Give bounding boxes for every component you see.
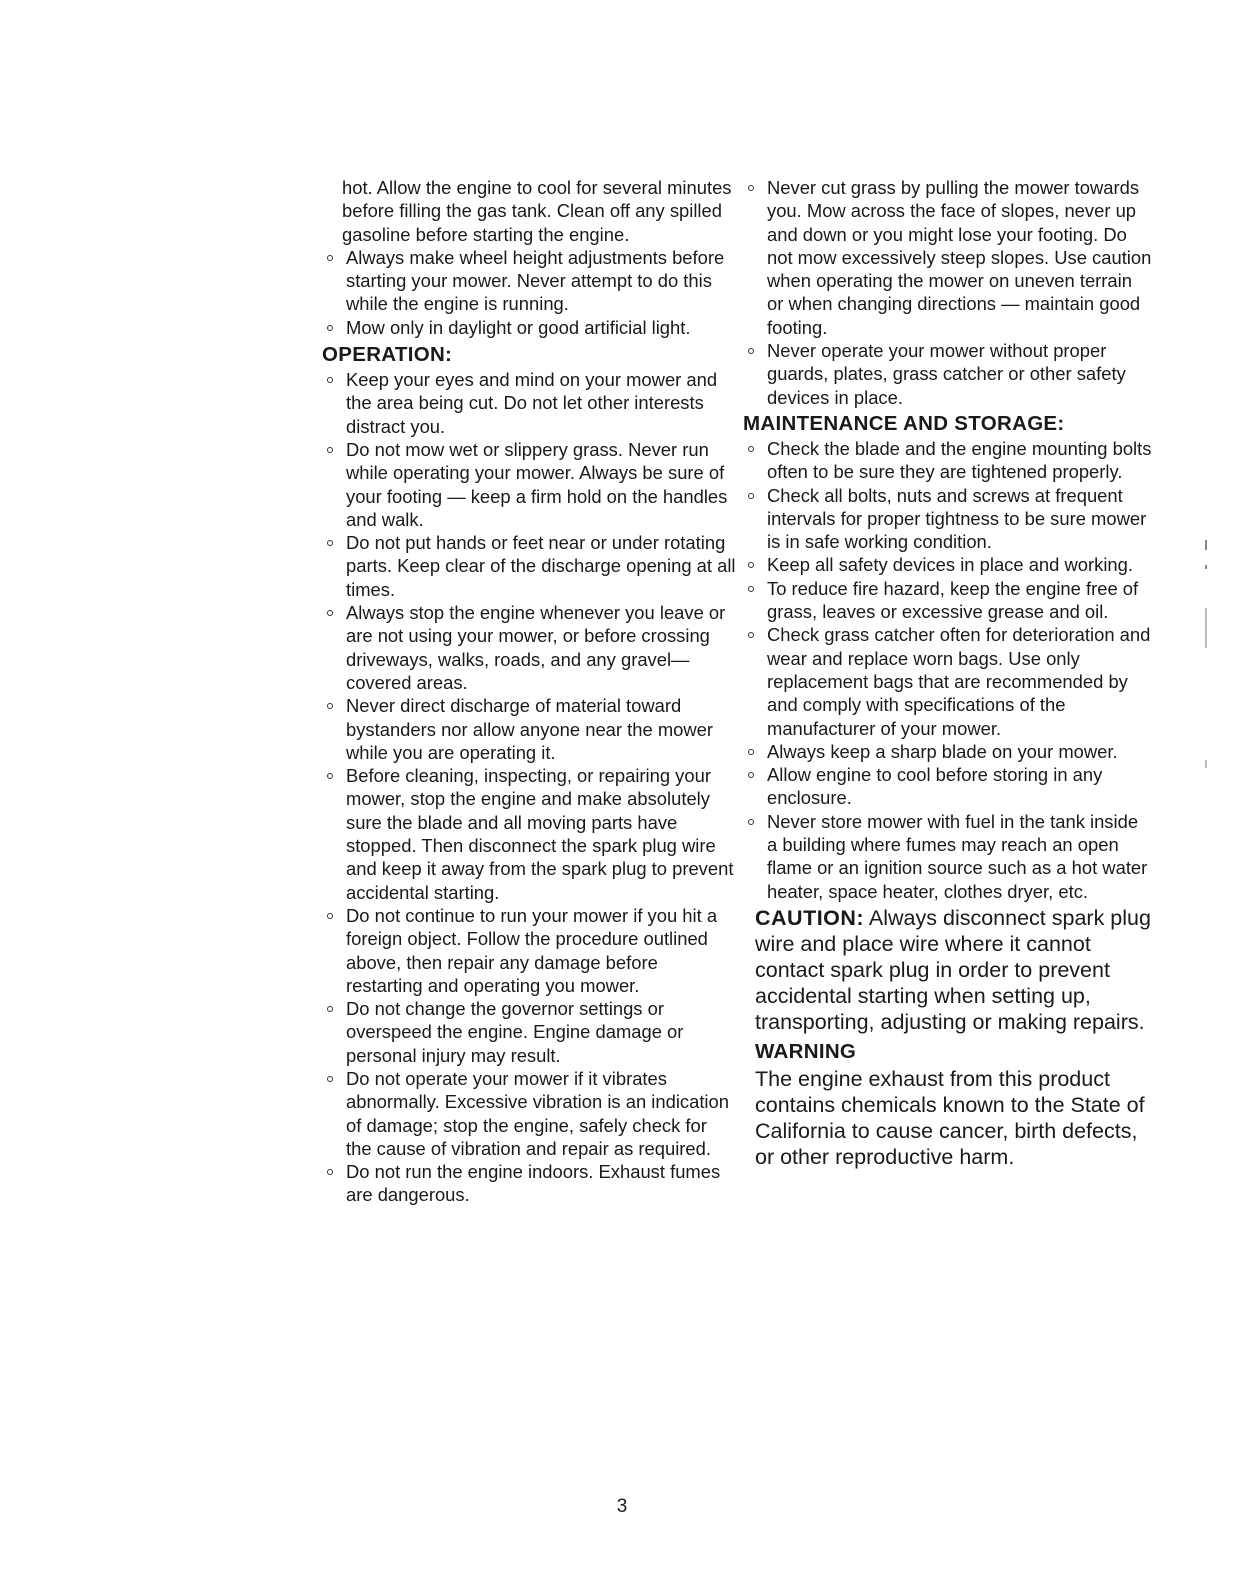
list-item: Always make wheel height adjustments before starting your mower. Never attempt to do this while the engine is running.	[322, 246, 737, 316]
list-item: Never cut grass by pulling the mower towards you. Mow across the face of slopes, never up and down or you might lose your footing. Do not mow excessively steep slopes. Use caution when operating the mower on uneven terrain or when changing directions — maintain good footing.	[743, 176, 1153, 339]
list-item: Do not mow wet or slippery grass. Never run while operating your mower. Always be sure of your footing — keep a firm hold on the handles and walk.	[322, 438, 737, 531]
list-item: To reduce fire hazard, keep the engine free of grass, leaves or excessive grease and oil.	[743, 577, 1153, 624]
operation-heading: OPERATION:	[322, 343, 453, 367]
scan-edge-mark	[1205, 565, 1207, 569]
list-item: Check the blade and the engine mounting bolts often to be sure they are tightened properly.	[743, 437, 1153, 484]
list-item: Mow only in daylight or good artificial light.	[322, 316, 737, 339]
list-item: Do not change the governor settings or overspeed the engine. Engine damage or personal injury may result.	[322, 997, 737, 1067]
maintenance-list	[743, 437, 1153, 903]
list-item: Do not operate your mower if it vibrates abnormally. Excessive vibration is an indication of damage; stop the engine, safely check for the cause of vibration and repair as required.	[322, 1067, 737, 1160]
list-item: Never operate your mower without proper guards, plates, grass catcher or other safety devices in place.	[743, 339, 1153, 409]
list-item: Do not run the engine indoors. Exhaust fumes are dangerous.	[322, 1160, 737, 1207]
page-number: 3	[616, 1496, 628, 1517]
warning-text: The engine exhaust from this product contains chemicals known to the State of California to cause cancer, birth defects, or other reproductive harm.	[755, 1066, 1145, 1169]
left-column	[322, 176, 737, 1207]
caution-notice	[755, 905, 1153, 1035]
list-item: Keep your eyes and mind on your mower and the area being cut. Do not let other interests distract you.	[322, 368, 737, 438]
list-item: Never store mower with fuel in the tank inside a building where fumes may reach an open flame or an ignition source such as a hot water heater, space heater, clothes dryer, etc.	[743, 810, 1153, 903]
list-item: Always keep a sharp blade on your mower.	[743, 740, 1153, 763]
list-item: Check grass catcher often for deterioration and wear and replace worn bags. Use only replacement bags that are recommended by and comply with specifications of the manufacturer of your mower.	[743, 623, 1153, 739]
intro-list	[322, 246, 737, 339]
scan-edge-mark	[1205, 608, 1207, 648]
warning-heading: WARNING	[755, 1039, 857, 1063]
caution-text: Always disconnect spark plug wire and place wire where it cannot contact spark plug in order to prevent accidental starting when setting up, transporting, adjusting or making repairs.	[755, 905, 1151, 1034]
maintenance-heading: MAINTENANCE AND STORAGE:	[743, 411, 1065, 435]
caution-label: CAUTION:	[755, 905, 865, 930]
list-item: Do not continue to run your mower if you hit a foreign object. Follow the procedure outlined above, then repair any damage before restarting and operating you mower.	[322, 904, 737, 997]
list-item: Check all bolts, nuts and screws at frequent intervals for proper tightness to be sure mower is in safe working condition.	[743, 484, 1153, 554]
scan-edge-mark	[1205, 540, 1207, 550]
list-item: Do not put hands or feet near or under rotating parts. Keep clear of the discharge opening at all times.	[322, 531, 737, 601]
operation-list-continued	[743, 176, 1153, 409]
list-item: Keep all safety devices in place and working.	[743, 553, 1153, 576]
list-item: Never direct discharge of material toward bystanders nor allow anyone near the mower while you are operating it.	[322, 694, 737, 764]
list-item: Before cleaning, inspecting, or repairing your mower, stop the engine and make absolutely sure the blade and all moving parts have stopped. Then disconnect the spark plug wire and keep it away from the spark plug to prevent accidental starting.	[322, 764, 737, 904]
list-item: Always stop the engine whenever you leave or are not using your mower, or before crossing driveways, walks, roads, and any gravel—covered areas.	[322, 601, 737, 694]
scan-edge-mark	[1205, 760, 1207, 768]
continued-paragraph: hot. Allow the engine to cool for several minutes before filling the gas tank. Clean off any spilled gasoline before starting the engine.	[342, 177, 732, 245]
operation-list	[322, 368, 737, 1207]
list-item: Allow engine to cool before storing in any enclosure.	[743, 763, 1153, 810]
right-column	[743, 176, 1153, 1170]
